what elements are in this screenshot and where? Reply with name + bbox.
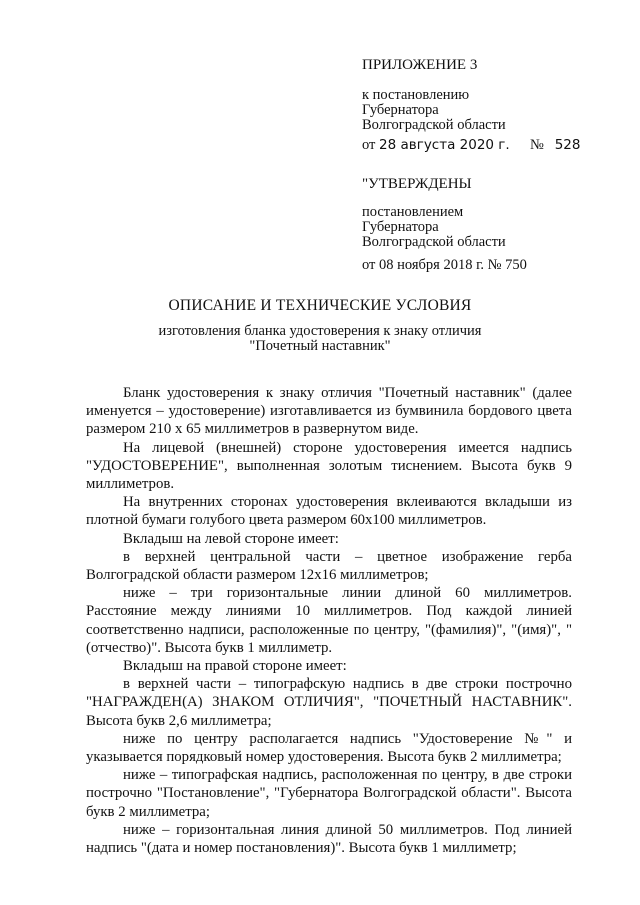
approved-date-line: от 08 ноября 2018 г. № 750 (362, 257, 527, 273)
annex-number (530, 138, 581, 153)
annex-number-value: 528 (554, 137, 581, 153)
document-subtitle (0, 324, 640, 354)
paragraph: ниже – три горизонтальные линии длиной 60 миллиметров. Расстояние между линиями 10 миллиметров. Под каждой линией соответственно надписи, расположенные по центру, "(фамилия)", "(имя)", "(отчество)". Высота букв 1 миллиметр. (86, 585, 572, 656)
paragraph: в верхней части – типографскую надпись в две строки построчно "НАГРАЖДЕН(А) ЗНАКОМ ОТЛИЧИЯ", "ПОЧЕТНЫЙ НАСТАВНИК". Высота букв 2,6 миллиметра; (86, 676, 572, 729)
approved-by-line1: постановлением (362, 204, 464, 220)
approved-by-line3: Волгоградской области (362, 234, 506, 250)
annex-date-value: 28 августа 2020 г. (379, 137, 510, 153)
paragraph: На внутренних сторонах удостоверения вклеиваются вкладыши из плотной бумаги голубого цвета размером 60х100 миллиметров. (86, 494, 572, 529)
annex-to-line1: к постановлению (362, 87, 470, 103)
document-subtitle-line1: изготовления бланка удостоверения к знаку отличия (158, 323, 482, 339)
approved-reference (362, 205, 506, 250)
paragraph: На лицевой (внешней) стороне удостоверения имеется надпись "УДОСТОВЕРЕНИЕ", выполненная золотым тиснением. Высота букв 9 миллиметров. (86, 439, 572, 493)
annex-to-line2: Губернатора (362, 102, 439, 118)
annex-date-line (362, 138, 582, 153)
approved-title: "УТВЕРЖДЕНЫ (362, 176, 472, 192)
document-title: ОПИСАНИЕ И ТЕХНИЧЕСКИЕ УСЛОВИЯ (168, 297, 472, 314)
paragraph: в верхней центральной части – цветное изображение герба Волгоградской области размером 12х16 миллиметров; (86, 548, 572, 584)
annex-to-line3: Волгоградской области (362, 117, 506, 133)
paragraph: ниже по центру располагается надпись "Удостоверение №" и указывается порядковый номер удостоверения. Высота букв 2 миллиметра; (86, 730, 572, 766)
annex-title: ПРИЛОЖЕНИЕ 3 (362, 57, 478, 73)
document-body (86, 384, 572, 857)
paragraph: Вкладыш на правой стороне имеет: (123, 658, 347, 675)
paragraph: ниже – типографская надпись, расположенная по центру, в две строки построчно "Постановление", "Губернатора Волгоградской области". Высота букв 2 миллиметра; (86, 767, 572, 820)
paragraph: ниже – горизонтальная линия длиной 50 миллиметров. Под линией надпись "(дата и номер постановления)". Высота букв 1 миллиметр; (86, 821, 572, 857)
annex-number-prefix: № (530, 137, 544, 153)
approved-by-line2: Губернатора (362, 219, 439, 235)
paragraph: Вкладыш на левой стороне имеет: (123, 530, 339, 547)
annex-date-prefix: от (362, 137, 376, 153)
document-subtitle-line2: "Почетный наставник" (249, 338, 391, 354)
annex-reference (362, 88, 506, 133)
paragraph: Бланк удостоверения к знаку отличия "Почетный наставник" (далее именуется – удостоверение) изготавливается из бумвинила бордового цвета размером 210 х 65 миллиметров в развернутом виде. (86, 385, 572, 438)
